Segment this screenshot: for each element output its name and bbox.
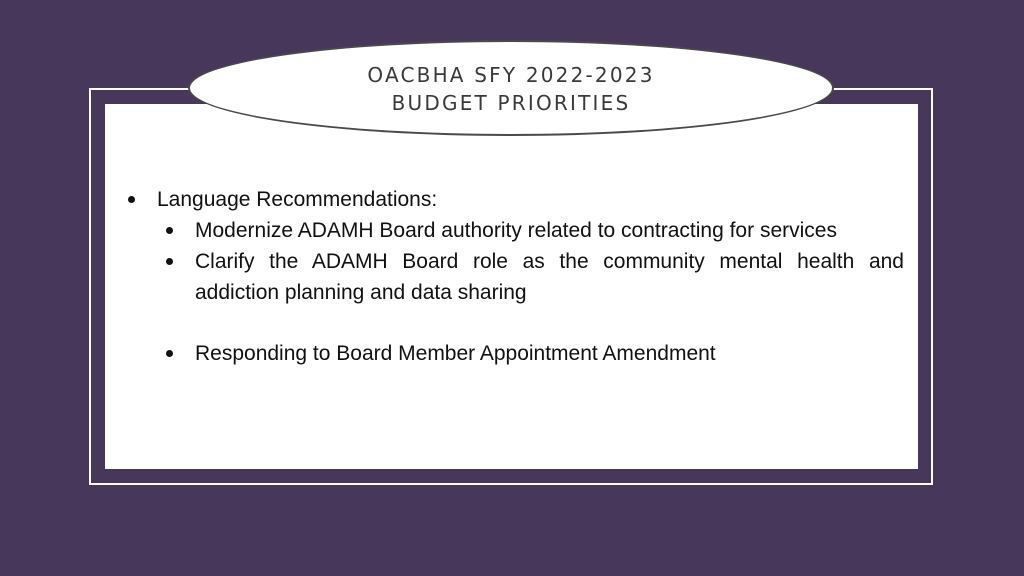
bullet-item-language-recommendations bbox=[128, 184, 904, 215]
title-line-2: BUDGET PRIORITIES bbox=[391, 91, 631, 115]
sub-bullet-text: Clarify the ADAMH Board role as the community mental health and addiction planning and data sharing bbox=[195, 250, 904, 304]
bullet-text: Language Recommendations: bbox=[157, 188, 438, 211]
title-oval bbox=[188, 40, 834, 136]
bullet-dot-icon bbox=[166, 350, 173, 357]
title-line-1: OACBHA SFY 2022-2023 bbox=[367, 63, 655, 87]
sub-bullet-text: Modernize ADAMH Board authority related to contracting for services bbox=[195, 219, 837, 242]
bullet-list bbox=[128, 184, 904, 369]
sub-bullet-text: Responding to Board Member Appointment Amendment bbox=[195, 342, 716, 365]
sub-bullet-item bbox=[166, 338, 904, 369]
sub-bullet-item bbox=[166, 215, 904, 246]
bullet-dot-icon bbox=[128, 196, 135, 203]
sub-bullet-list bbox=[166, 215, 904, 369]
bullet-dot-icon bbox=[166, 227, 173, 234]
bullet-dot-icon bbox=[166, 258, 173, 265]
spacer bbox=[166, 308, 904, 338]
sub-bullet-item bbox=[166, 246, 904, 308]
